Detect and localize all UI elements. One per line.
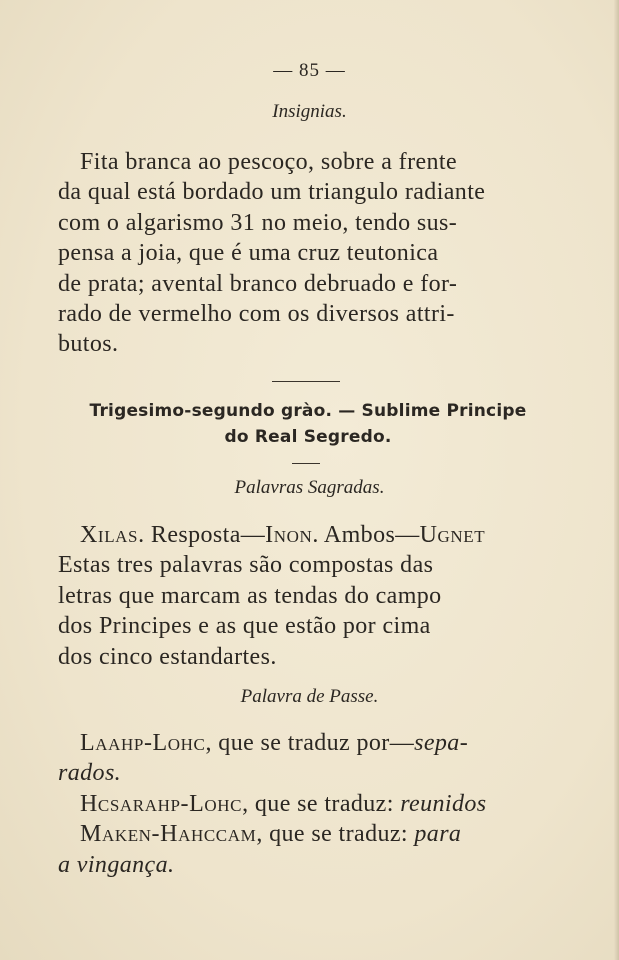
text-line: de prata; avental branco debruado e for- (58, 270, 458, 297)
pass-word: Hcsarahp-Lohc (80, 790, 243, 817)
degree-heading-line: do Real Segredo. (224, 427, 392, 447)
pass-word: Maken-Hahccam (80, 821, 257, 848)
pass-word-line: Maken-Hahccam, que se traduz: para (80, 821, 462, 848)
section-title-insignias: Insignias. (272, 101, 347, 122)
text-line: com o algarismo 31 no meio, tendo sus- (58, 209, 458, 236)
section-title-pass-word: Palavra de Passe. (240, 686, 379, 707)
insignias-paragraph (58, 147, 558, 360)
section-divider (272, 381, 340, 382)
sacred-word: Inon (265, 522, 313, 548)
sacred-words-paragraph (58, 520, 558, 672)
sacred-word: Ugnet (419, 522, 486, 548)
pass-word-line: rados. (58, 760, 122, 787)
degree-heading-line: Trigesimo-segundo grào. — Sublime Principe (89, 401, 527, 421)
text-line: dos Principes e as que estão por cima (58, 613, 431, 640)
pass-word-line: a vingança. (58, 851, 175, 878)
text-line: letras que marcam as tendas do campo (58, 582, 442, 609)
pass-word-line: Laahp-Lohc, que se traduz por—sepa- (80, 730, 469, 756)
text-line: butos. (58, 331, 119, 358)
pass-word: Laahp-Lohc (80, 730, 206, 756)
sacred-word: Xilas (80, 522, 139, 548)
degree-heading (58, 398, 558, 450)
page-number: — 85 — (273, 60, 346, 81)
pass-word-line: Hcsarahp-Lohc, que se traduz: reunidos (80, 790, 487, 817)
pass-word-paragraph (58, 728, 558, 880)
text-line: rado de vermelho com os diversos attri- (58, 301, 455, 328)
text-line: da qual está bordado um triangulo radiante (58, 179, 486, 206)
text-line: dos cinco estandartes. (58, 643, 277, 670)
text-line: Estas tres palavras são compostas das (58, 552, 434, 579)
sacred-words-line: Xilas. Resposta—Inon. Ambos—Ugnet (80, 522, 486, 548)
short-divider (292, 463, 320, 464)
text-line: pensa a joia, que é uma cruz teutonica (58, 240, 439, 267)
text-line: Fita branca ao pescoço, sobre a frente (80, 149, 458, 175)
section-title-sacred-words: Palavras Sagradas. (234, 477, 385, 498)
